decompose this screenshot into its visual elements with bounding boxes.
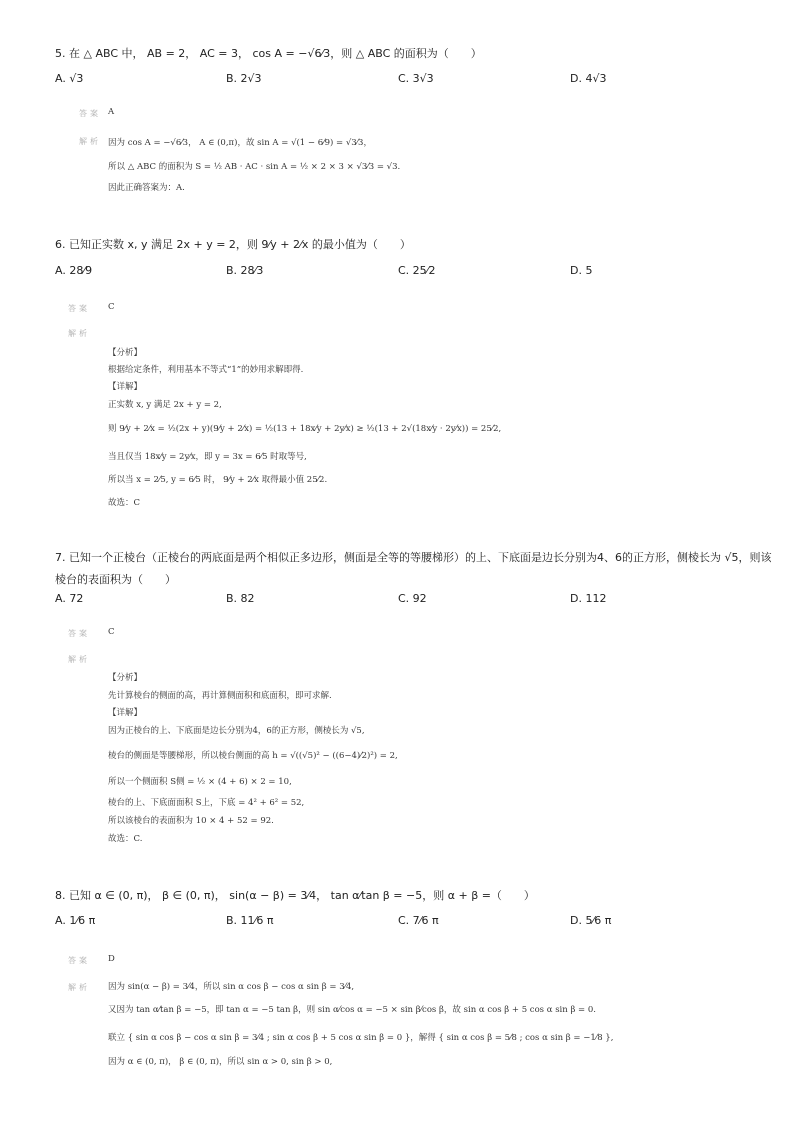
q7-line-7: 棱台的上、下底面面积 S上，下底 = 4² + 6² = 52,: [108, 798, 305, 808]
q5-answer-label: 答案: [79, 109, 101, 118]
q8-option-a: A. 1⁄6 π: [55, 914, 96, 927]
q8-answer-label: 答案: [68, 956, 90, 965]
q5-option-c: C. 3√3: [398, 72, 434, 85]
q7-line-4: 因为正棱台的上、下底面是边长分别为4，6的正方形，侧棱长为 √5,: [108, 726, 365, 736]
q7-line-5: 棱台的侧面是等腰梯形，所以棱台侧面的高 h = √((√5)² − ((6−4)⁄2)²) = 2,: [108, 751, 398, 761]
q6-line-8: 故选：C: [108, 498, 141, 508]
q7-option-b: B. 82: [226, 592, 255, 605]
q7-answer-label: 答案: [68, 629, 90, 638]
q6-answer: C: [108, 302, 115, 312]
q5-stem: 5. 在 △ ABC 中， AB = 2， AC = 3， cos A = −√6⁄3，则 △ ABC 的面积为（ ）: [55, 47, 482, 60]
q5-line-3: 因此正确答案为：A.: [108, 183, 185, 193]
q5-option-b: B. 2√3: [226, 72, 262, 85]
q7-line-9: 故选：C.: [108, 834, 143, 844]
q8-answer: D: [108, 954, 115, 964]
q7-stem-line-1: 7. 已知一个正棱台（正棱台的两底面是两个相似正多边形，侧面是全等的等腰梯形）的上、下底面是边长分别为4、6的正方形，侧棱长为 √5，则该: [55, 551, 772, 564]
q6-line-2: 根据给定条件，利用基本不等式“1”的妙用求解即得.: [108, 365, 304, 375]
q6-line-6: 当且仅当 18x⁄y = 2y⁄x，即 y = 3x = 6⁄5 时取等号,: [108, 452, 307, 462]
q7-line-3: 【详解】: [108, 708, 143, 718]
q7-option-d: D. 112: [570, 592, 607, 605]
q8-stem: 8. 已知 α ∈ (0, π)， β ∈ (0, π)， sin(α − β) = 3⁄4， tan α⁄tan β = −5，则 α + β =（ ）: [55, 889, 535, 902]
q7-stem-line-2: 棱台的表面积为（ ）: [55, 573, 176, 586]
q8-analysis-label: 解析: [68, 983, 90, 992]
q8-line-4: 因为 α ∈ (0, π)， β ∈ (0, π)，所以 sin α > 0, sin β > 0,: [108, 1057, 333, 1067]
q6-line-3: 【详解】: [108, 382, 143, 392]
q6-stem: 6. 已知正实数 x, y 满足 2x + y = 2，则 9⁄y + 2⁄x 的最小值为（ ）: [55, 238, 411, 251]
q6-line-4: 正实数 x, y 满足 2x + y = 2,: [108, 400, 222, 410]
q5-line-1: 因为 cos A = −√6⁄3， A ∈ (0,π)，故 sin A = √(1 − 6⁄9) = √3⁄3，: [108, 138, 372, 148]
q5-analysis-label: 解析: [79, 137, 101, 146]
q7-analysis-label: 解析: [68, 655, 90, 664]
q8-line-2: 又因为 tan α⁄tan β = −5，即 tan α = −5 tan β，则 sin α⁄cos α = −5 × sin β⁄cos β，故 sin α cos β + 5 cos α sin β = 0.: [108, 1005, 596, 1015]
q8-option-c: C. 7⁄6 π: [398, 914, 439, 927]
q6-analysis-label: 解析: [68, 329, 90, 338]
q6-line-1: 【分析】: [108, 348, 143, 358]
q7-option-a: A. 72: [55, 592, 84, 605]
q5-line-2: 所以 △ ABC 的面积为 S = ½ AB · AC · sin A = ½ × 2 × 3 × √3⁄3 = √3.: [108, 162, 401, 172]
q6-option-a: A. 28⁄9: [55, 264, 93, 277]
q7-line-6: 所以一个侧面积 S侧 = ½ × (4 + 6) × 2 = 10,: [108, 777, 292, 787]
q5-option-a: A. √3: [55, 72, 84, 85]
q7-line-8: 所以该棱台的表面积为 10 × 4 + 52 = 92.: [108, 816, 274, 826]
q8-option-d: D. 5⁄6 π: [570, 914, 612, 927]
q8-option-b: B. 11⁄6 π: [226, 914, 274, 927]
q6-option-d: D. 5: [570, 264, 593, 277]
q7-line-1: 【分析】: [108, 673, 143, 683]
q7-option-c: C. 92: [398, 592, 427, 605]
q8-line-1: 因为 sin(α − β) = 3⁄4，所以 sin α cos β − cos α sin β = 3⁄4,: [108, 982, 355, 992]
q6-line-5: 则 9⁄y + 2⁄x = ½(2x + y)(9⁄y + 2⁄x) = ½(13 + 18x⁄y + 2y⁄x) ≥ ½(13 + 2√(18x⁄y · 2y⁄x)) = 25⁄2,: [108, 424, 502, 434]
q6-option-b: B. 28⁄3: [226, 264, 264, 277]
q6-line-7: 所以当 x = 2⁄5, y = 6⁄5 时， 9⁄y + 2⁄x 取得最小值 25⁄2.: [108, 475, 328, 485]
q6-option-c: C. 25⁄2: [398, 264, 436, 277]
q7-line-2: 先计算棱台的侧面的高，再计算侧面积和底面积，即可求解.: [108, 691, 332, 701]
q5-option-d: D. 4√3: [570, 72, 607, 85]
q5-answer: A: [108, 107, 115, 117]
q7-answer: C: [108, 627, 115, 637]
q6-answer-label: 答案: [68, 304, 90, 313]
q8-line-3: 联立 { sin α cos β − cos α sin β = 3⁄4 ; sin α cos β + 5 cos α sin β = 0 }，解得 { sin α cos β = 5⁄8 ; cos α sin β = −1⁄8 },: [108, 1033, 614, 1043]
